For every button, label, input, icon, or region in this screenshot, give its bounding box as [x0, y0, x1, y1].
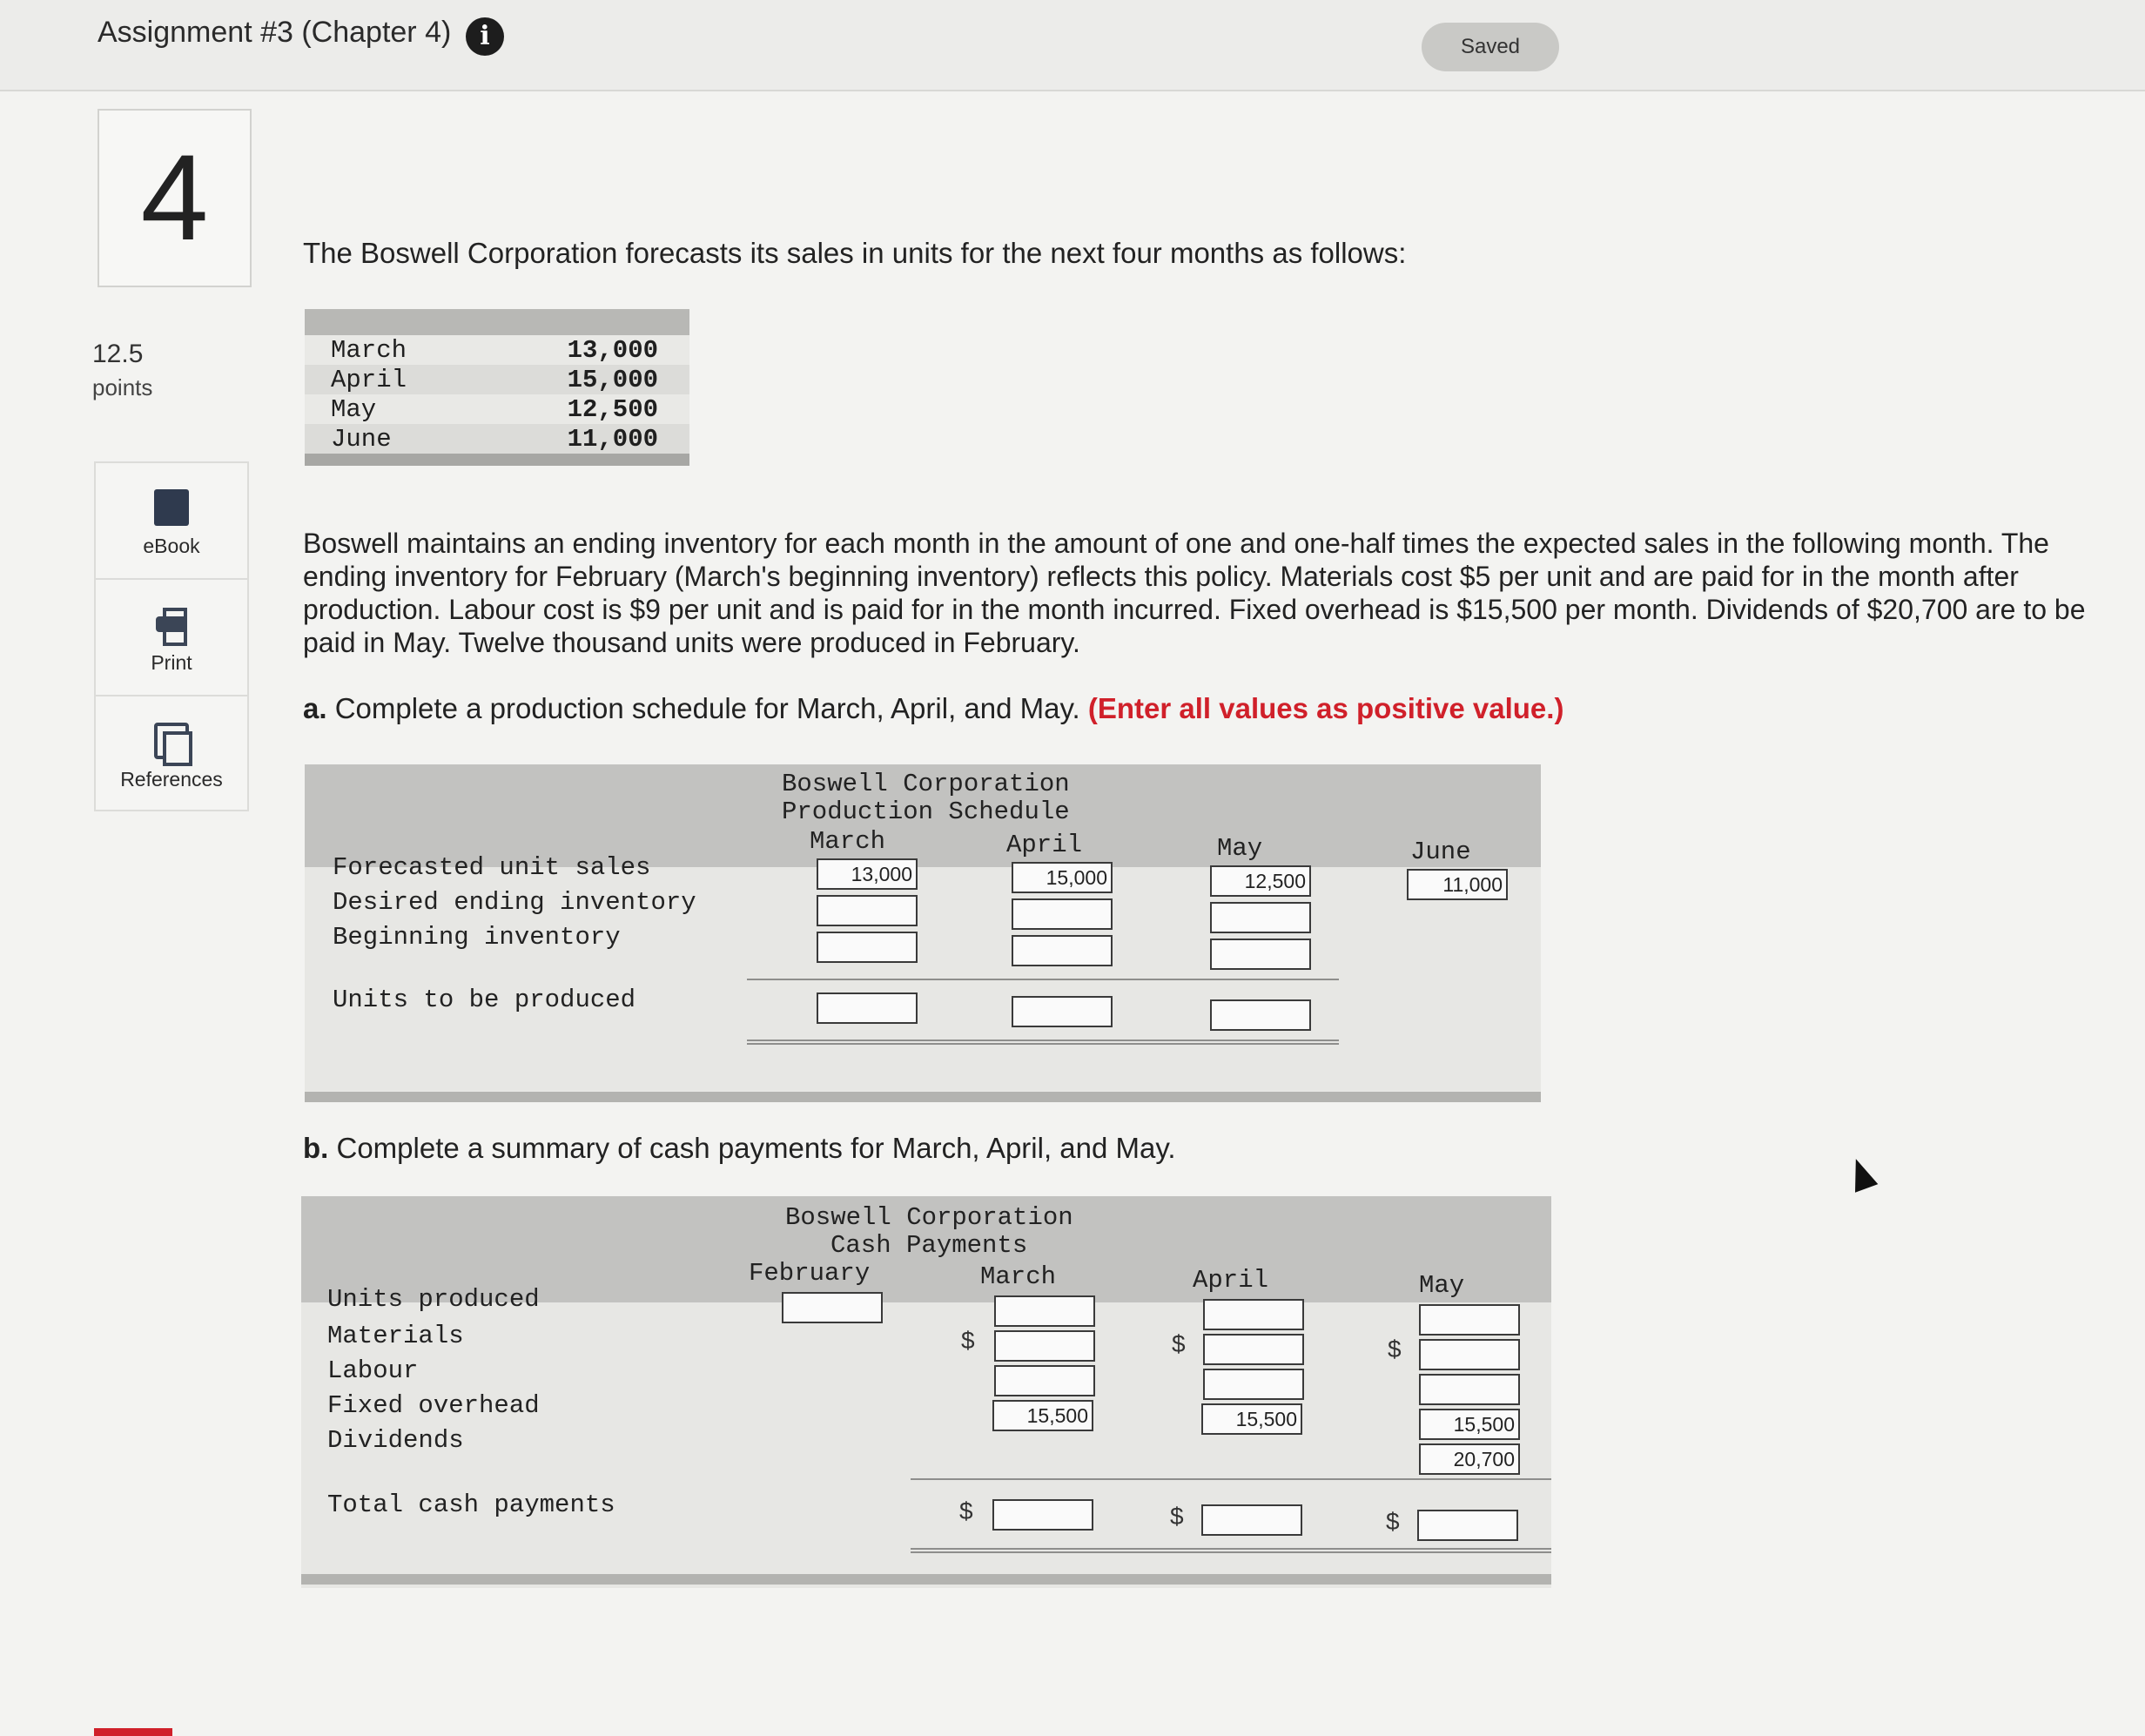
total-march-input[interactable]: [992, 1499, 1093, 1531]
forecast-march-input[interactable]: 13,000: [817, 858, 918, 890]
month-label: April: [331, 366, 407, 394]
overhead-april-input[interactable]: 15,500: [1201, 1403, 1302, 1435]
part-a-text: Complete a production schedule for March, April, and May.: [334, 692, 1080, 724]
saved-status-badge: Saved: [1422, 23, 1559, 71]
total-double-rule: [911, 1548, 1551, 1553]
labour-april-input[interactable]: [1203, 1369, 1304, 1400]
row-label-beginning: Beginning inventory: [333, 923, 621, 952]
overhead-march-input[interactable]: 15,500: [992, 1400, 1093, 1431]
total-may-input[interactable]: [1417, 1510, 1518, 1541]
col-april: April: [1193, 1266, 1269, 1295]
col-march: March: [810, 827, 886, 856]
month-label: March: [331, 336, 407, 365]
produced-may-input[interactable]: [1210, 999, 1311, 1031]
assignment-title: Assignment #3 (Chapter 4): [98, 16, 452, 49]
ebook-button[interactable]: [94, 461, 249, 578]
cash-title-name: Cash Payments: [830, 1231, 1028, 1260]
produced-april-input[interactable]: [1012, 996, 1113, 1027]
part-a-instruction: [303, 692, 1563, 725]
month-label: May: [331, 395, 377, 424]
desired-april-input[interactable]: [1012, 898, 1113, 930]
col-may: May: [1419, 1271, 1465, 1300]
units-value: 11,000: [567, 425, 658, 454]
cash-payments-schedule: [301, 1196, 1551, 1588]
references-icon: [154, 723, 189, 759]
month-label: June: [331, 425, 392, 454]
part-a-letter: a.: [303, 692, 327, 724]
part-b-letter: b.: [303, 1132, 329, 1164]
units-february-input[interactable]: [782, 1292, 883, 1323]
schedule-title-name: Production Schedule: [782, 797, 1070, 826]
col-june: June: [1410, 838, 1471, 866]
units-march-input[interactable]: [994, 1295, 1095, 1327]
currency-symbol: $: [1388, 1336, 1402, 1363]
info-icon[interactable]: i: [466, 17, 504, 56]
materials-may-input[interactable]: [1419, 1339, 1520, 1370]
beginning-april-input[interactable]: [1012, 935, 1113, 966]
points-value: 12.5: [92, 340, 144, 368]
row-label-desired: Desired ending inventory: [333, 888, 696, 917]
table-row: [305, 424, 689, 454]
part-b-text: Complete a summary of cash payments for March, April, and May.: [336, 1132, 1176, 1164]
table-row: [305, 394, 689, 424]
part-b-instruction: [303, 1132, 1176, 1165]
part-a-note: (Enter all values as positive value.): [1087, 692, 1564, 724]
row-label-dividends: Dividends: [327, 1426, 464, 1455]
dividends-may-input[interactable]: 20,700: [1419, 1443, 1520, 1475]
currency-symbol: $: [1386, 1508, 1400, 1535]
subtotal-rule: [911, 1478, 1551, 1480]
points-label: points: [92, 374, 153, 400]
units-may-input[interactable]: [1419, 1304, 1520, 1336]
forecast-may-input[interactable]: 12,500: [1210, 865, 1311, 897]
mouse-cursor-icon: [1845, 1154, 1879, 1192]
currency-symbol: $: [1172, 1330, 1186, 1357]
row-label-labour: Labour: [327, 1356, 419, 1385]
total-april-input[interactable]: [1201, 1504, 1302, 1536]
units-value: 15,000: [567, 366, 658, 394]
desired-march-input[interactable]: [817, 895, 918, 926]
ebook-label: eBook: [143, 535, 200, 557]
units-value: 12,500: [567, 395, 658, 424]
desired-may-input[interactable]: [1210, 902, 1311, 933]
row-label-units-produced: Units produced: [327, 1285, 540, 1314]
row-label-forecasted: Forecasted unit sales: [333, 853, 651, 882]
progress-indicator: [94, 1728, 172, 1736]
table-footer-band: [305, 454, 689, 466]
units-value: 13,000: [567, 336, 658, 365]
labour-march-input[interactable]: [994, 1365, 1095, 1396]
labour-may-input[interactable]: [1419, 1374, 1520, 1405]
col-march: March: [980, 1262, 1057, 1291]
side-tools: [94, 461, 249, 811]
sales-forecast-table: [305, 309, 689, 466]
printer-icon: [154, 606, 189, 643]
row-label-produced: Units to be produced: [333, 986, 636, 1014]
row-label-total: Total cash payments: [327, 1490, 615, 1519]
col-february: February: [749, 1259, 871, 1288]
subtotal-rule: [747, 979, 1339, 980]
materials-april-input[interactable]: [1203, 1334, 1304, 1365]
forecast-june-input[interactable]: 11,000: [1407, 869, 1508, 900]
production-schedule: [305, 764, 1541, 1095]
currency-symbol: $: [1170, 1503, 1184, 1530]
schedule-footer-band: [305, 1092, 1541, 1102]
cash-footer-band: [301, 1574, 1551, 1585]
print-label: Print: [151, 651, 192, 674]
overhead-may-input[interactable]: 15,500: [1419, 1409, 1520, 1440]
beginning-may-input[interactable]: [1210, 939, 1311, 970]
row-label-fixed-overhead: Fixed overhead: [327, 1391, 540, 1420]
print-button[interactable]: [94, 578, 249, 695]
cash-title-company: Boswell Corporation: [785, 1203, 1073, 1232]
total-double-rule: [747, 1040, 1339, 1045]
table-row: [305, 365, 689, 394]
book-icon: [154, 489, 189, 526]
references-button[interactable]: [94, 695, 249, 811]
problem-description: Boswell maintains an ending inventory for each month in the amount of one and one-half times the expected sales in the following month. The ending inventory for February (March's beginning inventory) reflects this policy. Materials cost $5 per unit and are paid for in the month after production. Labour cost is $9 per unit and is paid for in the month incurred. Fixed overhead is $15,500 per month. Dividends of $20,700 are to be paid in May. Twelve thousand units were produced in February.: [303, 528, 2086, 658]
materials-march-input[interactable]: [994, 1330, 1095, 1362]
question-number: 4: [98, 109, 252, 287]
references-label: References: [120, 768, 223, 791]
top-bar: [0, 0, 2145, 91]
table-header-band: [305, 309, 689, 335]
units-april-input[interactable]: [1203, 1299, 1304, 1330]
forecast-april-input[interactable]: 15,000: [1012, 862, 1113, 893]
intro-text: The Boswell Corporation forecasts its sales in units for the next four months as follows:: [303, 237, 1407, 269]
col-april: April: [1006, 831, 1083, 859]
currency-symbol: $: [959, 1497, 973, 1524]
table-row: [305, 335, 689, 365]
col-may: May: [1217, 834, 1263, 863]
row-label-materials: Materials: [327, 1322, 464, 1350]
beginning-march-input[interactable]: [817, 932, 918, 963]
produced-march-input[interactable]: [817, 992, 918, 1024]
schedule-title-company: Boswell Corporation: [782, 770, 1070, 798]
currency-symbol: $: [961, 1327, 975, 1354]
